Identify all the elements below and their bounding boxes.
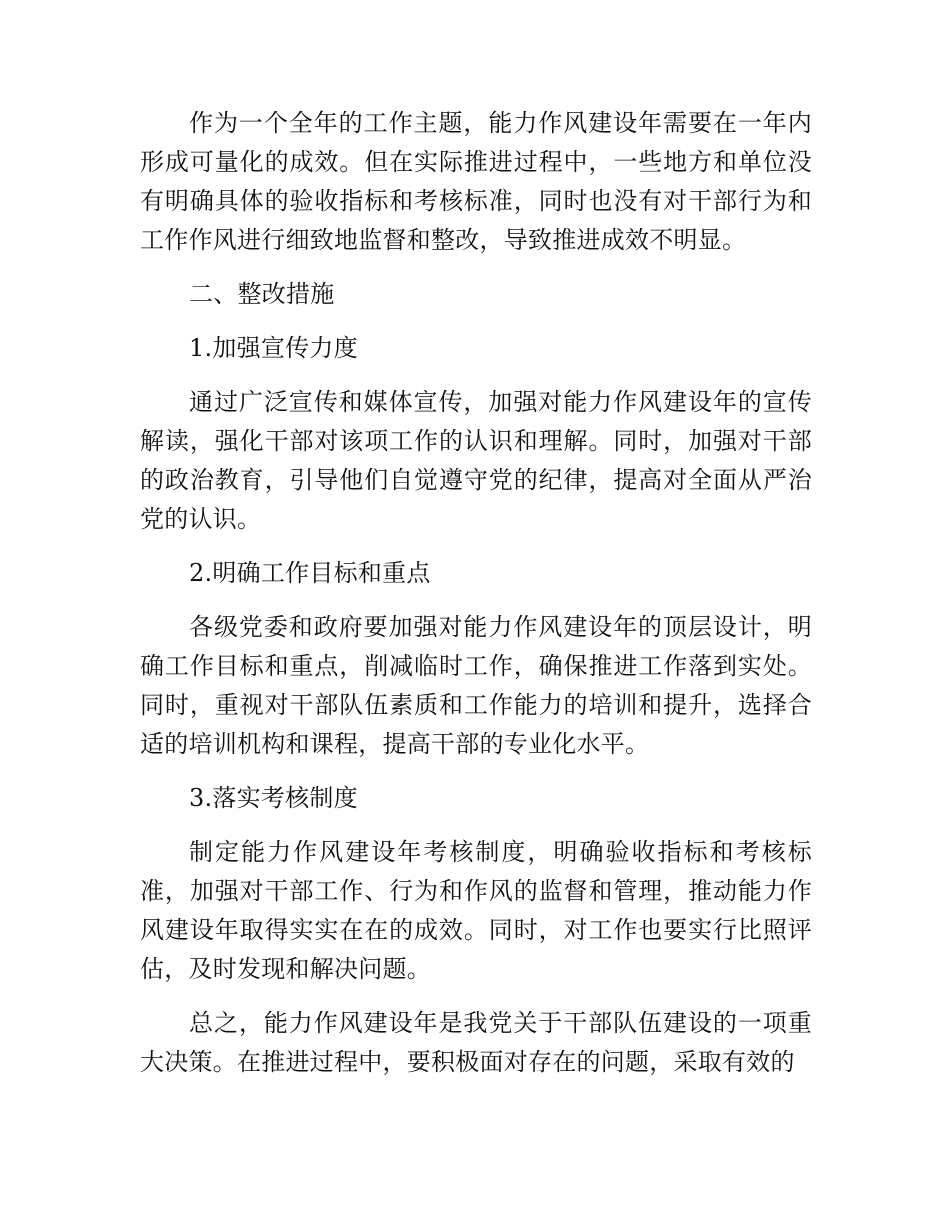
paragraph-problem-description: 作为一个全年的工作主题，能力作风建设年需要在一年内形成可量化的成效。但在实际推进过程中，一些地方和单位没有明确具体的验收指标和考核标准，同时也没有对干部行为和工作作风进行细致地监督和整改，导致推进成效不明显。 (140, 109, 812, 254)
subheading-publicity: 1.加强宣传力度 (189, 334, 358, 362)
paragraph-publicity: 通过广泛宣传和媒体宣传，加强对能力作风建设年的宣传解读，强化干部对该项工作的认识和理解。同时，加强对干部的政治教育，引导他们自觉遵守党的纪律，提高对全面从严治党的认识。 (140, 388, 812, 533)
paragraph-assessment: 制定能力作风建设年考核制度，明确验收指标和考核标准，加强对干部工作、行为和作风的监督和管理，推动能力作风建设年取得实实在在的成效。同时，对工作也要实行比照评估，及时发现和解决问题。 (140, 838, 812, 983)
document-body (140, 104, 812, 1097)
section-heading-rectification: 二、整改措施 (189, 280, 335, 308)
subheading-assessment: 3.落实考核制度 (189, 784, 358, 812)
paragraph-goals: 各级党委和政府要加强对能力作风建设年的顶层设计，明确工作目标和重点，削减临时工作，确保推进工作落到实处。同时，重视对干部队伍素质和工作能力的培训和提升，选择合适的培训机构和课程，提高干部的专业化水平。 (140, 613, 812, 758)
subheading-goals: 2.明确工作目标和重点 (189, 559, 431, 587)
paragraph-summary: 总之，能力作风建设年是我党关于干部队伍建设的一项重大决策。在推进过程中，要积极面对存在的问题，采取有效的 (140, 1009, 812, 1076)
